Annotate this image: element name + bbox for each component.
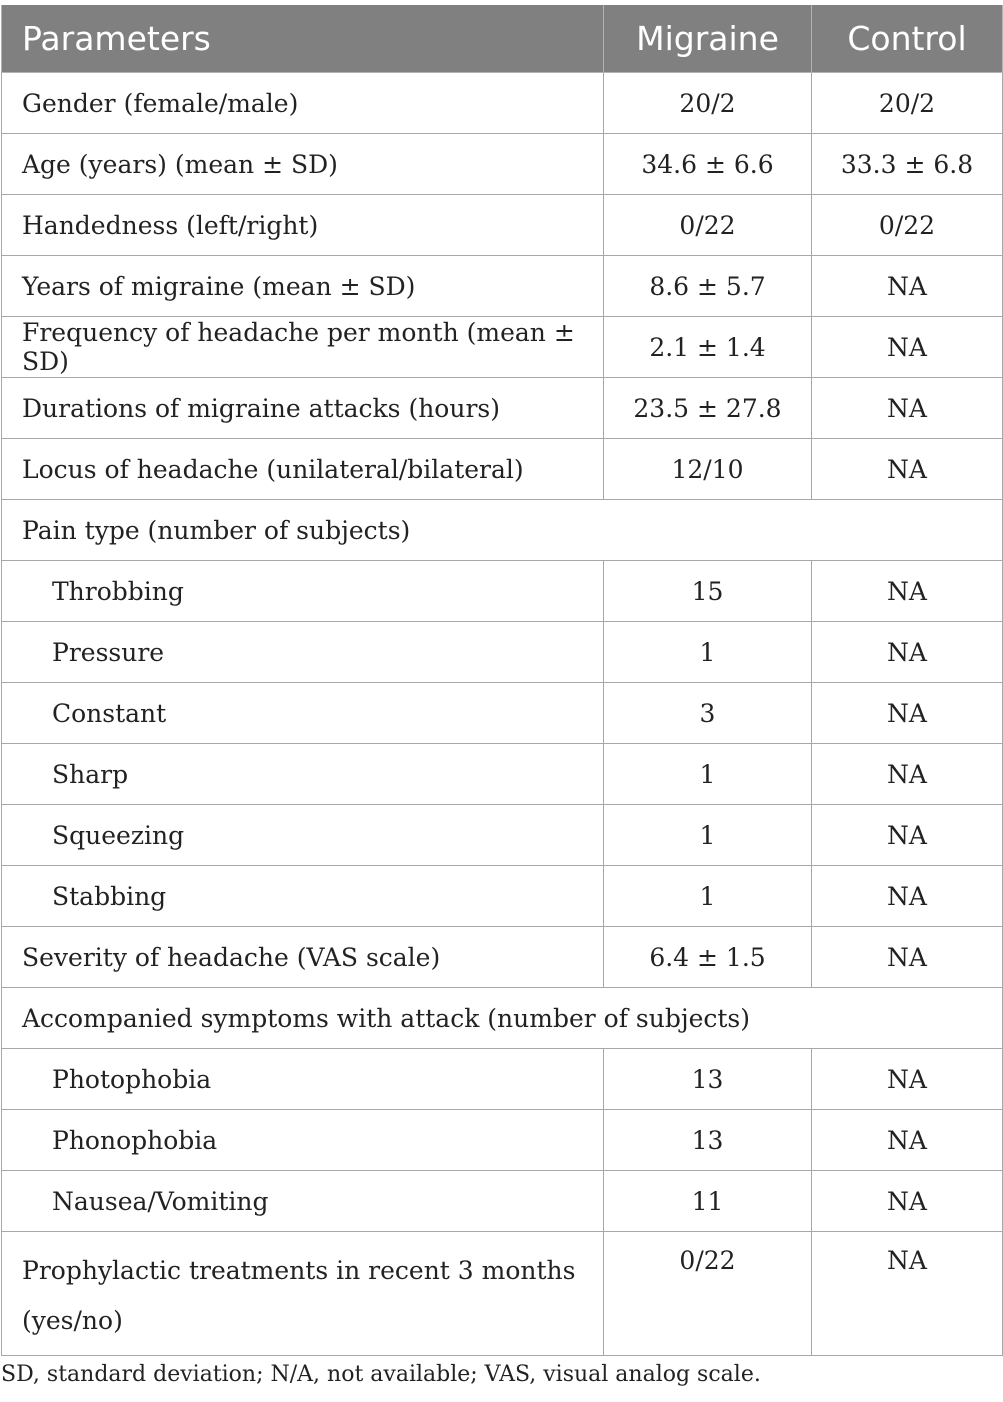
- control-value: NA: [812, 378, 1003, 439]
- demographics-table: [1, 5, 1003, 1356]
- control-value: 20/2: [812, 73, 1003, 134]
- parameter-label: Squeezing: [2, 805, 604, 866]
- table-row: [2, 256, 1003, 317]
- header-control: Control: [812, 5, 1003, 73]
- migraine-value: 1: [604, 622, 812, 683]
- table-section-row: [2, 988, 1003, 1049]
- parameter-label: Pressure: [2, 622, 604, 683]
- control-value: NA: [812, 1049, 1003, 1110]
- migraine-value: 3: [604, 683, 812, 744]
- migraine-value: 13: [604, 1110, 812, 1171]
- control-value: NA: [812, 1171, 1003, 1232]
- control-value: NA: [812, 744, 1003, 805]
- parameter-label: Handedness (left/right): [2, 195, 604, 256]
- control-value: NA: [812, 805, 1003, 866]
- control-value: 0/22: [812, 195, 1003, 256]
- control-value: NA: [812, 1110, 1003, 1171]
- migraine-value: 23.5 ± 27.8: [604, 378, 812, 439]
- table-row: [2, 439, 1003, 500]
- table-row: [2, 1049, 1003, 1110]
- table-row: [2, 1171, 1003, 1232]
- parameter-label: Constant: [2, 683, 604, 744]
- migraine-value: 0/22: [604, 1232, 812, 1356]
- parameter-label: Severity of headache (VAS scale): [2, 927, 604, 988]
- table-row: [2, 1110, 1003, 1171]
- migraine-value: 1: [604, 805, 812, 866]
- control-value: NA: [812, 256, 1003, 317]
- parameter-label: Throbbing: [2, 561, 604, 622]
- control-value: NA: [812, 439, 1003, 500]
- table-row: [2, 195, 1003, 256]
- control-value: NA: [812, 866, 1003, 927]
- migraine-value: 13: [604, 1049, 812, 1110]
- parameter-label: Age (years) (mean ± SD): [2, 134, 604, 195]
- table-row: [2, 805, 1003, 866]
- migraine-value: 34.6 ± 6.6: [604, 134, 812, 195]
- table-footnote: SD, standard deviation; N/A, not available; VAS, visual analog scale.: [1, 1362, 761, 1387]
- section-label: Pain type (number of subjects): [2, 500, 1003, 561]
- migraine-value: 15: [604, 561, 812, 622]
- table-row: [2, 134, 1003, 195]
- migraine-value: 11: [604, 1171, 812, 1232]
- header-migraine: Migraine: [604, 5, 812, 73]
- section-label: Accompanied symptoms with attack (number of subjects): [2, 988, 1003, 1049]
- migraine-value: 6.4 ± 1.5: [604, 927, 812, 988]
- control-value: NA: [812, 1232, 1003, 1356]
- table-row: [2, 378, 1003, 439]
- migraine-value: 0/22: [604, 195, 812, 256]
- parameter-label: Phonophobia: [2, 1110, 604, 1171]
- table-row: [2, 683, 1003, 744]
- table-header-row: [2, 5, 1003, 73]
- control-value: NA: [812, 927, 1003, 988]
- migraine-value: 12/10: [604, 439, 812, 500]
- table-row: [2, 73, 1003, 134]
- control-value: NA: [812, 317, 1003, 378]
- migraine-value: 2.1 ± 1.4: [604, 317, 812, 378]
- control-value: 33.3 ± 6.8: [812, 134, 1003, 195]
- control-value: NA: [812, 683, 1003, 744]
- migraine-value: 8.6 ± 5.7: [604, 256, 812, 317]
- migraine-value: 1: [604, 866, 812, 927]
- parameter-label: Frequency of headache per month (mean ± SD): [2, 317, 604, 378]
- table-row: [2, 561, 1003, 622]
- table-row: [2, 744, 1003, 805]
- parameter-label: Photophobia: [2, 1049, 604, 1110]
- table-row: [2, 927, 1003, 988]
- parameter-label: Sharp: [2, 744, 604, 805]
- control-value: NA: [812, 561, 1003, 622]
- parameter-label: Durations of migraine attacks (hours): [2, 378, 604, 439]
- migraine-value: 1: [604, 744, 812, 805]
- header-parameters: Parameters: [2, 5, 604, 73]
- table-row: [2, 317, 1003, 378]
- parameter-label: Prophylactic treatments in recent 3 months (yes/no): [2, 1232, 604, 1356]
- parameter-label: Years of migraine (mean ± SD): [2, 256, 604, 317]
- control-value: NA: [812, 622, 1003, 683]
- table-row: [2, 622, 1003, 683]
- migraine-value: 20/2: [604, 73, 812, 134]
- table-row: [2, 866, 1003, 927]
- table-row: [2, 1232, 1003, 1356]
- parameter-label: Nausea/Vomiting: [2, 1171, 604, 1232]
- parameter-label: Locus of headache (unilateral/bilateral): [2, 439, 604, 500]
- parameter-label: Stabbing: [2, 866, 604, 927]
- table-section-row: [2, 500, 1003, 561]
- parameter-label: Gender (female/male): [2, 73, 604, 134]
